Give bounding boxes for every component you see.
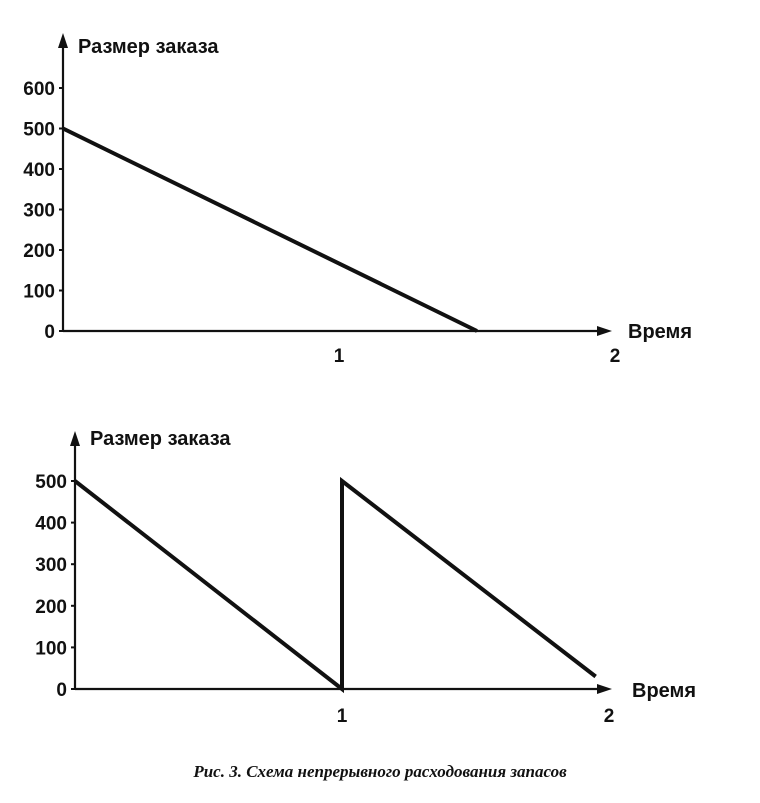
chart-bottom-y-axis-arrow: [70, 431, 80, 446]
chart-bottom-y-tick-label: 500: [35, 472, 67, 493]
chart-bottom-y-tick-label: 200: [35, 596, 67, 618]
chart-bottom-y-ticks: [35, 472, 75, 701]
chart-bottom-y-axis-title: Размер заказа: [90, 428, 231, 450]
chart-top-x-tick-label: 2: [609, 346, 621, 367]
chart-top-y-tick-label: 500: [23, 119, 55, 141]
chart-top-y-tick-label: 100: [23, 281, 55, 303]
chart-bottom-x-ticks: [337, 706, 615, 727]
chart-top-series-line: [63, 129, 477, 332]
chart-top-x-axis-title: Время: [628, 321, 692, 343]
chart-bottom-x-axis-arrow: [597, 684, 612, 694]
chart-bottom-series-line: [75, 481, 596, 689]
chart-top-y-tick-label: 0: [44, 322, 55, 343]
chart-top-x-axis-arrow: [597, 326, 612, 336]
chart-top-y-tick-label: 400: [23, 160, 55, 181]
chart-bottom: [35, 428, 696, 727]
chart-bottom-x-axis-title: Время: [632, 680, 696, 702]
chart-bottom-y-tick-label: 100: [35, 638, 67, 660]
chart-bottom-x-tick-label: 2: [603, 706, 615, 727]
chart-bottom-y-tick-label: 300: [35, 555, 67, 577]
chart-top-y-tick-label: 600: [23, 79, 55, 100]
chart-top-y-tick-label: 300: [23, 200, 55, 222]
chart-bottom-x-tick-label: 1: [336, 706, 348, 727]
chart-top-x-tick-label: 1: [333, 346, 345, 367]
chart-top-y-axis-title: Размер заказа: [78, 36, 219, 58]
chart-top-y-ticks: [23, 79, 63, 343]
chart-top-x-ticks: [334, 346, 621, 367]
chart-top: [23, 33, 692, 367]
chart-top-y-tick-label: 200: [23, 241, 55, 262]
chart-bottom-y-tick-label: 400: [35, 513, 67, 535]
figure-caption: Рис. 3. Схема непрерывного расходования запасов: [193, 762, 567, 781]
chart-bottom-y-tick-label: 0: [56, 680, 67, 701]
chart-top-y-axis-arrow: [58, 33, 68, 48]
